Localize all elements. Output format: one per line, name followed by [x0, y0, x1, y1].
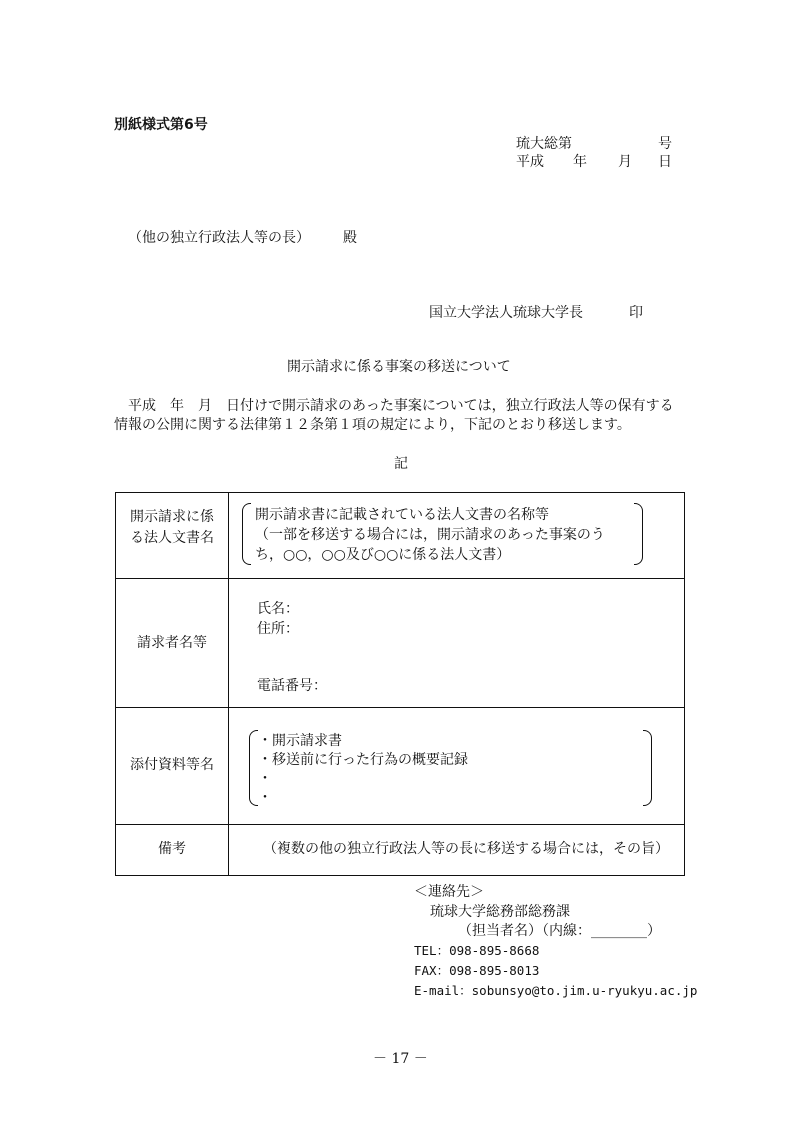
table-row-remarks — [116, 825, 684, 877]
body-line-2: 情報の公開に関する法律第１２条第１項の規定により，下記のとおり移送します。 — [114, 417, 631, 433]
requester-phone-label: 電話番号： — [257, 678, 327, 694]
contact-heading: ＜連絡先＞ — [414, 884, 484, 900]
attachment-item: ・移送前に行った行為の概要記録 — [258, 752, 468, 768]
form-number: 別紙様式第6号 — [114, 117, 208, 133]
table-row-attachments — [116, 708, 684, 825]
attachments-list — [228, 732, 684, 808]
contact-person: （担当者名）（内線：________） — [458, 923, 661, 939]
sender-name: 国立大学法人琉球大学長 — [429, 305, 583, 321]
document-name-label — [116, 507, 228, 549]
body-line-1: 平成 年 月 日付けで開示請求のあった事案については，独立行政法人等の保有する — [128, 398, 674, 414]
requester-name-label: 氏名： — [257, 601, 299, 617]
attachment-item: ・ — [258, 771, 272, 787]
date-day-unit: 日 — [658, 154, 672, 170]
table-row-document-name — [116, 493, 684, 579]
contact-fax: FAX：098-895-8013 — [414, 963, 540, 978]
document-name-content-line-3: ち，○○，○○及び○○に係る法人文書） — [255, 547, 511, 563]
document-name-label-line-2: る法人文書名 — [130, 530, 214, 546]
remarks-content: （複数の他の独立行政法人等の長に移送する場合には，その旨） — [263, 841, 669, 857]
date-year-unit: 年 — [573, 154, 587, 170]
remarks-label: 備考 — [158, 841, 186, 857]
requester-label: 請求者名等 — [137, 635, 207, 651]
page-number: － 17 － — [373, 1051, 428, 1067]
date-month-unit: 月 — [618, 154, 632, 170]
date-era: 平成 — [516, 154, 544, 170]
requester-address-label: 住所： — [257, 621, 299, 637]
contact-tel: TEL：098-895-8668 — [414, 943, 540, 958]
table-row-requester — [116, 579, 684, 708]
addressee-name: （他の独立行政法人等の長） — [128, 230, 310, 246]
seal-mark: 印 — [629, 305, 643, 321]
addressee-honorific: 殿 — [343, 230, 357, 246]
attachment-item: ・開示請求書 — [258, 733, 342, 749]
document-name-content-line-1: 開示請求書に記載されている法人文書の名称等 — [255, 507, 549, 523]
document-number-suffix: 号 — [658, 136, 672, 152]
document-name-label-line-1: 開示請求に係 — [130, 509, 214, 525]
attachment-item: ・ — [258, 790, 272, 806]
attachments-label: 添付資料等名 — [130, 757, 214, 773]
ki-heading: 記 — [394, 456, 408, 472]
transfer-details-table — [115, 492, 685, 876]
contact-email: E-mail：sobunsyo@to.jim.u-ryukyu.ac.jp — [414, 983, 698, 998]
document-name-content-line-2: （一部を移送する場合には，開示請求のあった事案のう — [255, 527, 605, 543]
document-title: 開示請求に係る事案の移送について — [287, 359, 511, 375]
document-name-content — [228, 505, 684, 565]
contact-office: 琉球大学総務部総務課 — [430, 904, 570, 920]
document-number-prefix: 琉大総第 — [516, 136, 572, 152]
requester-content — [228, 599, 684, 696]
